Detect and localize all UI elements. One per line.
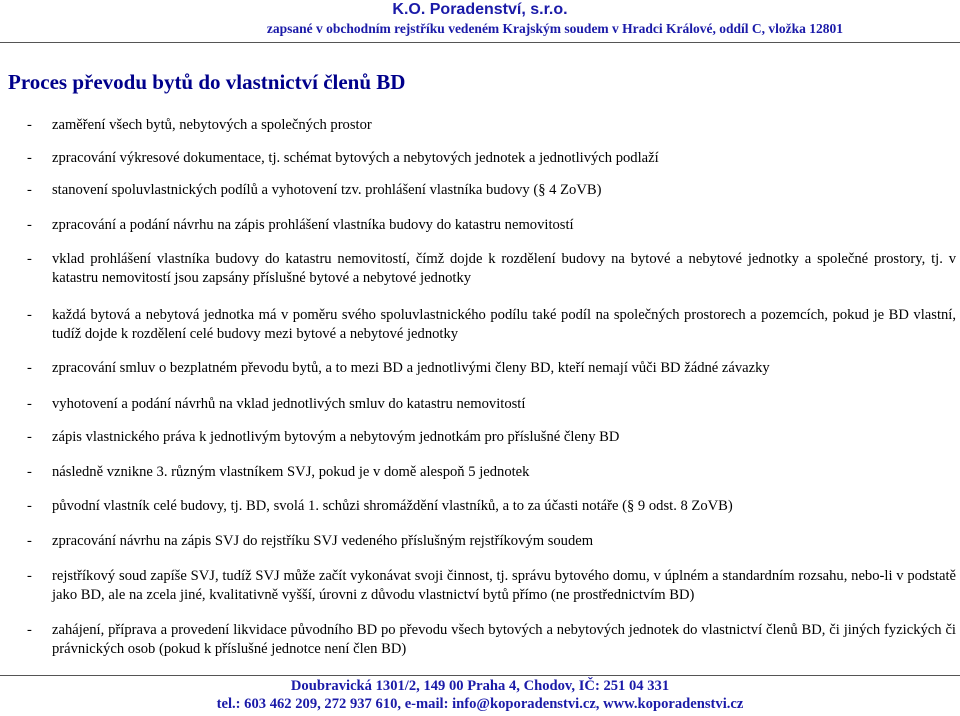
- list-item-text: zpracování a podání návrhu na zápis prohlášení vlastníka budovy do katastru nemovitostí: [52, 217, 574, 233]
- list-bullet: -: [27, 622, 32, 638]
- list-bullet: -: [27, 396, 32, 412]
- list-bullet: -: [27, 117, 32, 133]
- list-item-text: zpracování smluv o bezplatném převodu bytů, a to mezi BD a jednotlivými členy BD, kteří nemají vůči BD žádné závazky: [52, 360, 770, 376]
- list-bullet: -: [27, 464, 32, 480]
- list-item-text: vklad prohlášení vlastníka budovy do katastru nemovitostí, čímž dojde k rozdělení budovy na bytové a nebytové jednotky a společné prostory, tj. v katastru nemovitostí jsou zapsány příslušné bytové a nebytové jednotky: [52, 251, 956, 286]
- header-divider: [0, 42, 960, 43]
- company-contact: tel.: 603 462 209, 272 937 610, e-mail: info@koporadenstvi.cz, www.koporadenstvi.cz: [216, 696, 744, 712]
- list-bullet: -: [27, 307, 32, 323]
- list-item-text: zápis vlastnického práva k jednotlivým bytovým a nebytovým jednotkám pro příslušné členy BD: [52, 429, 620, 445]
- list-item-text: zahájení, příprava a provedení likvidace původního BD po převodu všech bytových a nebytových jednotek do vlastnictví členů BD, či jiných fyzických či právnických osob (pokud k příslušné jednotce není člen BD): [52, 622, 956, 657]
- list-bullet: -: [27, 251, 32, 267]
- list-item-text: zpracování návrhu na zápis SVJ do rejstříku SVJ vedeného příslušným rejstříkovým soudem: [52, 533, 594, 549]
- company-registration: zapsané v obchodním rejstříku vedeném Krajským soudem v Hradci Králové, oddíl C, vložka 12801: [266, 21, 844, 36]
- list-bullet: -: [27, 182, 32, 198]
- company-address: Doubravická 1301/2, 149 00 Praha 4, Chodov, IČ: 251 04 331: [290, 678, 670, 694]
- list-bullet: -: [27, 217, 32, 233]
- list-item-text: každá bytová a nebytová jednotka má v poměru svého spoluvlastnického podílu také podíl na společných prostorech a pozemcích, pokud je BD vlastní, tudíž dojde k rozdělení celé budovy mezi bytové a nebytové jednotky: [52, 307, 956, 342]
- company-name: K.O. Poradenství, s.r.o.: [392, 1, 568, 18]
- list-bullet: -: [27, 360, 32, 376]
- list-bullet: -: [27, 533, 32, 549]
- list-item-text: rejstříkový soud zapíše SVJ, tudíž SVJ může začít vykonávat svoji činnost, tj. správu bytového domu, v úplném a standardním rozsahu, nebo-li v podstatě jako BD, ale na zcela jiné, kvalitativně vyšší, úrovni z důvodu vlastnictví bytů přímo (ne prostřednictvím BD): [52, 568, 956, 603]
- list-item-text: původní vlastník celé budovy, tj. BD, svolá 1. schůzi shromáždění vlastníků, a to za účasti notáře (§ 9 odst. 8 ZoVB): [52, 498, 733, 514]
- footer-divider: [0, 675, 960, 676]
- list-item-text: zpracování výkresové dokumentace, tj. schémat bytových a nebytových jednotek a jednotlivých podlaží: [52, 150, 659, 166]
- list-item-text: stanovení spoluvlastnických podílů a vyhotovení tzv. prohlášení vlastníka budovy (§ 4 ZoVB): [52, 182, 602, 198]
- list-item-text: zaměření všech bytů, nebytových a společných prostor: [52, 117, 372, 133]
- list-bullet: -: [27, 150, 32, 166]
- page-title: Proces převodu bytů do vlastnictví členů BD: [8, 70, 406, 94]
- list-item-text: vyhotovení a podání návrhů na vklad jednotlivých smluv do katastru nemovitostí: [52, 396, 526, 412]
- list-bullet: -: [27, 498, 32, 514]
- list-bullet: -: [27, 429, 32, 445]
- list-bullet: -: [27, 568, 32, 584]
- list-item-text: následně vznikne 3. různým vlastníkem SVJ, pokud je v domě alespoň 5 jednotek: [52, 464, 530, 480]
